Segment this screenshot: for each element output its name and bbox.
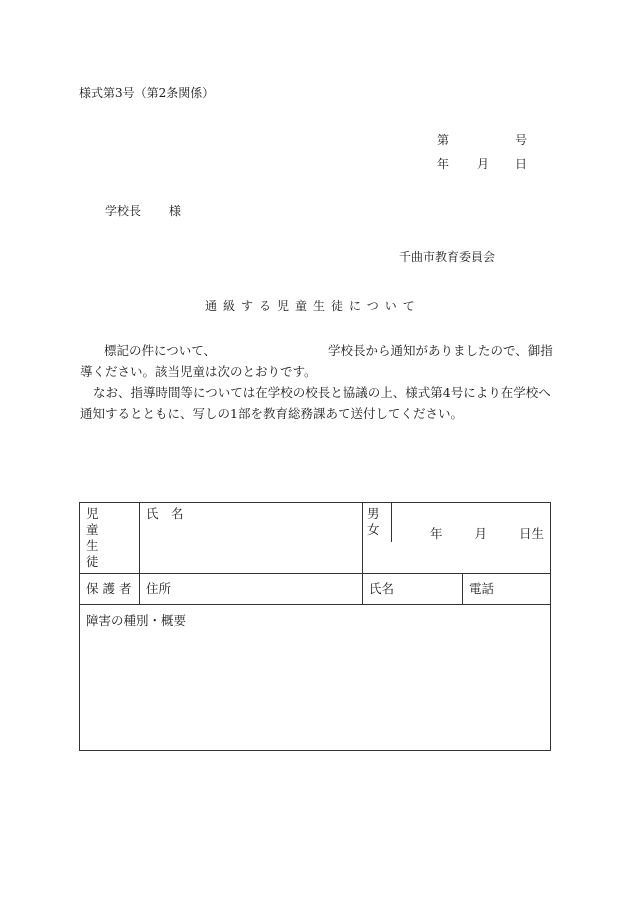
- addressee-sama: 様: [169, 204, 182, 218]
- date-hi: 日: [515, 157, 528, 171]
- guardian-phone-label: 電話: [469, 581, 495, 596]
- sex-male: 男: [367, 506, 380, 521]
- guardian-name-label: 氏名: [369, 581, 395, 596]
- disability-row: [80, 605, 551, 751]
- student-label-cell: [80, 503, 140, 574]
- birth-date-cell[interactable]: [392, 503, 550, 542]
- student-info-table: [79, 502, 551, 751]
- student-row: [80, 503, 551, 574]
- student-name-label: 氏 名: [146, 506, 184, 521]
- addressee-title: 学校長: [105, 204, 142, 218]
- sex-dob-cell: [363, 503, 551, 574]
- date-tsuki: 月: [477, 157, 490, 171]
- student-label-a: 児 童: [86, 506, 124, 537]
- ref-dai: 第: [437, 133, 450, 147]
- paragraph-1: [80, 340, 560, 382]
- guardian-row: [80, 574, 551, 605]
- guardian-phone-cell[interactable]: [463, 574, 551, 605]
- document-title: 通級する児童生徒について: [205, 299, 421, 313]
- ref-go: 号: [515, 133, 528, 147]
- sex-cell[interactable]: [363, 503, 392, 542]
- student-label-b: 生 徒: [86, 538, 124, 569]
- sex-female: 女: [367, 522, 380, 537]
- form-number: 様式第3号（第2条関係）: [79, 86, 215, 100]
- paragraph-2: なお、指導時間等については在学校の校長と協議の上、様式第4号により在学校へ通知するとともに、写しの1部を教育総務課あて送付してください。: [80, 385, 551, 421]
- body-text: [80, 340, 560, 424]
- guardian-address-cell[interactable]: [140, 574, 363, 605]
- dob-tsuki: 月: [474, 526, 488, 541]
- paragraph-1-b: 学校長から通知がありましたので、御指導ください。該当児童は次のとおりです。: [80, 343, 553, 379]
- disability-cell[interactable]: [80, 605, 551, 751]
- paragraph-1-a: 標記の件について、: [104, 343, 217, 358]
- sender: 千曲市教育委員会: [399, 250, 496, 264]
- guardian-label: 保 護 者: [86, 581, 132, 596]
- dob-nen: 年: [429, 526, 443, 541]
- student-name-cell[interactable]: [140, 503, 363, 574]
- disability-label: 障害の種別・概要: [86, 613, 187, 628]
- guardian-address-label: 住所: [146, 581, 172, 596]
- dob-hi: 日生: [519, 526, 545, 541]
- guardian-name-cell[interactable]: [363, 574, 463, 605]
- date-nen: 年: [437, 157, 450, 171]
- guardian-label-cell: [80, 574, 140, 605]
